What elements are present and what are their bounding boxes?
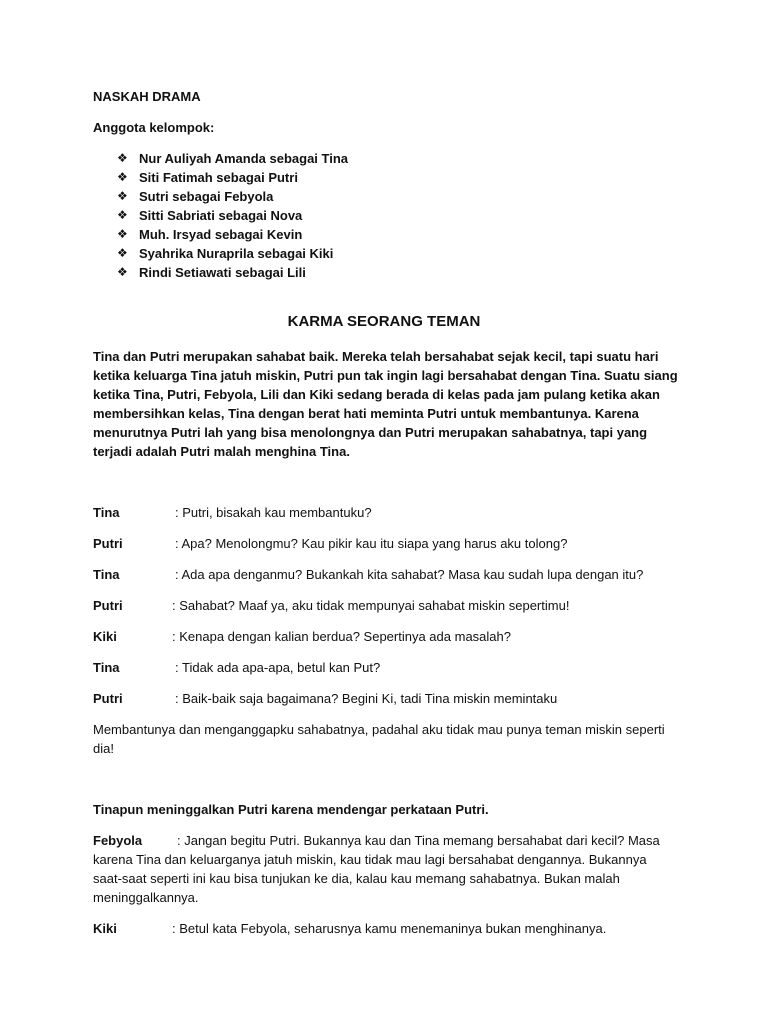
member-name: Muh. Irsyad sebagai Kevin [139, 227, 303, 242]
diamond-bullet-icon: ❖ [117, 151, 128, 165]
member-name: Nur Auliyah Amanda sebagai Tina [139, 151, 349, 166]
speaker-name: Kiki [93, 629, 117, 644]
diamond-bullet-icon: ❖ [117, 246, 128, 260]
dialogue-line [93, 919, 683, 938]
speaker-name: Tina [93, 567, 120, 582]
dialogue-text: : Tidak ada apa-apa, betul kan Put? [175, 660, 381, 675]
dialogue-line [93, 503, 683, 522]
list-item [117, 206, 348, 225]
member-name: Rindi Setiawati sebagai Lili [139, 265, 306, 280]
dialogue-text: : Betul kata Febyola, seharusnya kamu menemaninya bukan menghinanya. [172, 921, 607, 936]
diamond-bullet-icon: ❖ [117, 170, 128, 184]
dialogue-text: : Kenapa dengan kalian berdua? Sepertinya ada masalah? [172, 629, 511, 644]
dialogue-line [93, 596, 683, 615]
members-label: Anggota kelompok: [93, 120, 215, 135]
list-item [117, 187, 348, 206]
drama-title: KARMA SEORANG TEMAN [287, 313, 481, 330]
dialogue-text: : Putri, bisakah kau membantuku? [175, 505, 372, 520]
speaker-name: Putri [93, 691, 123, 706]
diamond-bullet-icon: ❖ [117, 227, 128, 241]
synopsis-paragraph: Tina dan Putri merupakan sahabat baik. Mereka telah bersahabat sejak kecil, tapi suatu hari ketika keluarga Tina jatuh miskin, Putri pun tak ingin lagi bersahabat dengan Tina. Suatu siang ketika Tina, Putri, Febyola, Lili dan Kiki sedang berada di kelas pada jam pulang ketika akan membersihkan kelas, Tina dengan berat hati meminta Putri untuk membantunya. Karena menurutnya Putri lah yang bisa menolongnya dan Putri merupakan sahabatnya, tapi yang terjadi adalah Putri malah menghina Tina. [93, 349, 678, 459]
stage-direction: Tinapun meninggalkan Putri karena mendengar perkataan Putri. [93, 802, 489, 817]
diamond-bullet-icon: ❖ [117, 208, 128, 222]
dialogue-line [93, 627, 683, 646]
speaker-name: Kiki [93, 921, 117, 936]
list-item [117, 168, 348, 187]
dialogue-line [93, 565, 683, 584]
diamond-bullet-icon: ❖ [117, 265, 128, 279]
speaker-name: Febyola [93, 833, 143, 848]
member-name: Sutri sebagai Febyola [139, 189, 274, 204]
dialogue-text: : Baik-baik saja bagaimana? Begini Ki, tadi Tina miskin memintaku [175, 691, 558, 706]
dialogue-text: : Apa? Menolongmu? Kau pikir kau itu siapa yang harus aku tolong? [175, 536, 568, 551]
dialogue-text: : Ada apa denganmu? Bukankah kita sahabat? Masa kau sudah lupa dengan itu? [175, 567, 644, 582]
dialogue-line [93, 689, 683, 708]
dialogue-line [93, 534, 683, 553]
list-item [117, 149, 348, 168]
member-name: Siti Fatimah sebagai Putri [139, 170, 298, 185]
speaker-name: Tina [93, 660, 120, 675]
dialogue-text: : Sahabat? Maaf ya, aku tidak mempunyai sahabat miskin sepertimu! [172, 598, 570, 613]
dialogue-line [93, 658, 683, 677]
list-item [117, 244, 348, 263]
members-list [117, 149, 348, 282]
diamond-bullet-icon: ❖ [117, 189, 128, 203]
dialogue-text: : Jangan begitu Putri. Bukannya kau dan Tina memang bersahabat dari kecil? Masa karena Tina dan keluarganya jatuh miskin, kau tidak mau lagi bersahabat dengannya. Bukannya saat-saat seperti ini kau bisa tunjukan ke dia, kalau kau memang sahabatnya. Bukan malah meninggalkannya. [93, 833, 660, 905]
dialogue-paragraph-febyola [93, 831, 678, 907]
member-name: Sitti Sabriati sebagai Nova [139, 208, 303, 223]
member-name: Syahrika Nuraprila sebagai Kiki [139, 246, 334, 261]
speaker-name: Putri [93, 598, 123, 613]
list-item [117, 225, 348, 244]
speaker-name: Tina [93, 505, 120, 520]
document-type-heading: NASKAH DRAMA [93, 89, 201, 104]
list-item [117, 263, 348, 282]
dialogue-continuation: Membantunya dan menganggapku sahabatnya, padahal aku tidak mau punya teman miskin seperti dia! [93, 722, 665, 756]
speaker-name: Putri [93, 536, 123, 551]
